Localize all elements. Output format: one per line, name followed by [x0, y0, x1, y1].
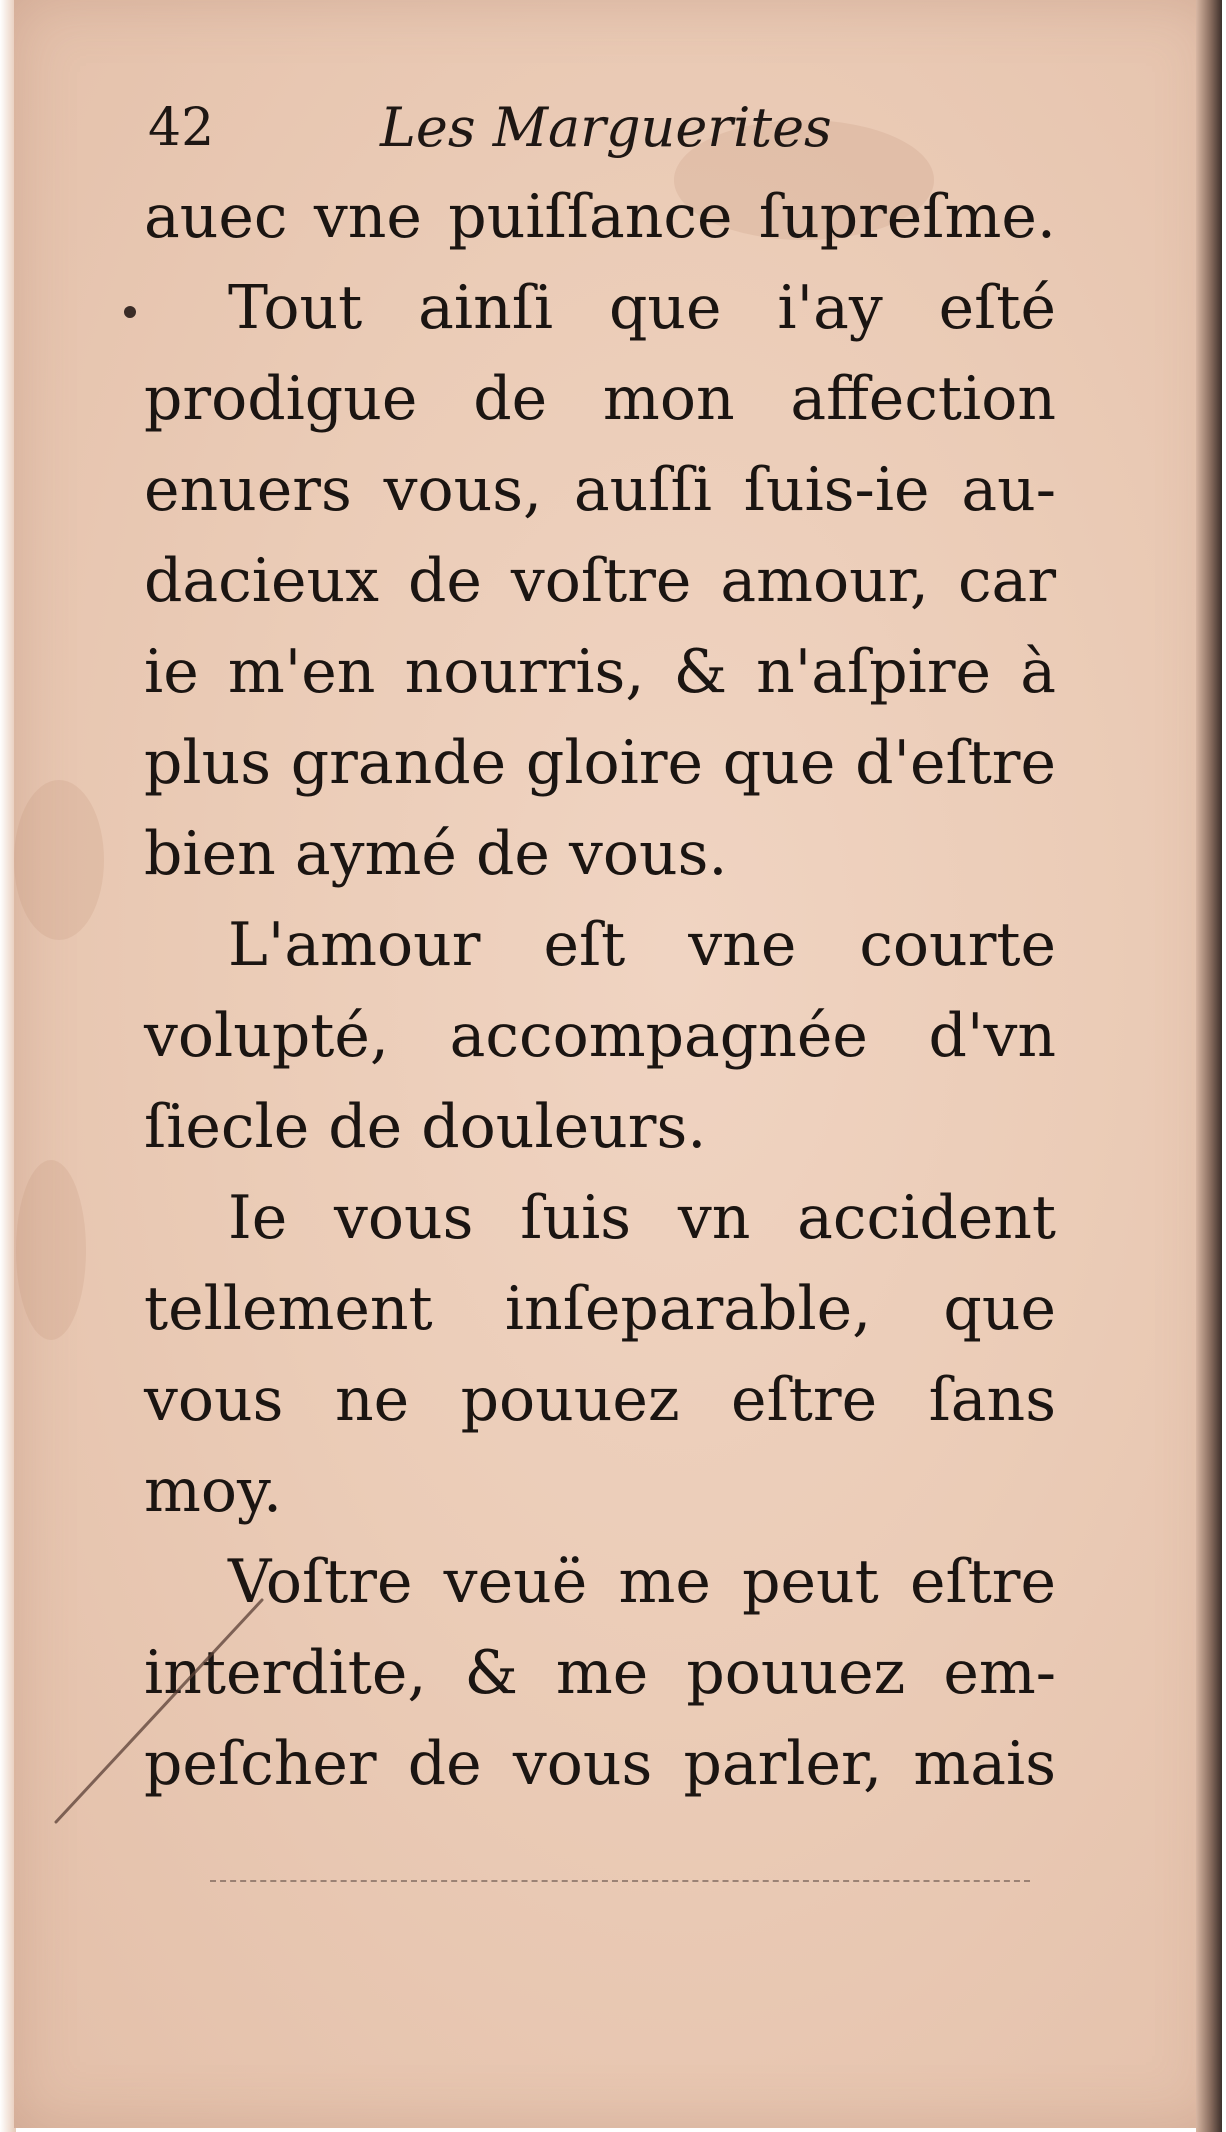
text-line: vous ne pouuez eſtre ſans — [144, 1365, 1056, 1435]
text-line: dacieux de voſtre amour, car — [144, 546, 1056, 616]
text-line: plus grande gloire que d'eſtre — [144, 728, 1056, 798]
page-number: 42 — [148, 98, 215, 158]
text-line: moy. — [144, 1456, 283, 1526]
margin-dot — [124, 306, 136, 318]
text-line: prodigue de mon affection — [144, 364, 1056, 434]
page-gutter-edge — [1196, 0, 1222, 2132]
body-text — [144, 172, 1056, 1810]
text-line: auec vne puiſſance ſupreſme. — [144, 182, 1056, 252]
text-line: bien aymé de vous. — [144, 819, 728, 889]
text-line: Ie vous ſuis vn accident — [228, 1183, 1056, 1253]
text-line: peſcher de vous parler, mais — [144, 1729, 1056, 1799]
text-line: Tout ainſi que i'ay eſté — [228, 273, 1056, 343]
text-line: interdite, & me pouuez em- — [144, 1638, 1056, 1708]
running-title: Les Marguerites — [380, 96, 832, 159]
text-line: L'amour eſt vne courte — [228, 910, 1056, 980]
page-header — [148, 88, 1048, 168]
text-line: Voſtre veuë me peut eſtre — [228, 1547, 1056, 1617]
text-line: tellement inſeparable, que — [144, 1274, 1056, 1344]
pencil-stroke-mark — [48, 1590, 278, 1830]
faint-dashed-rule — [210, 1880, 1030, 1890]
text-line: ſiecle de douleurs. — [144, 1092, 707, 1162]
text-line: volupté, accompagnée d'vn — [144, 1001, 1056, 1071]
text-line: enuers vous, auſſi ſuis-ie au- — [144, 455, 1056, 525]
text-line: ie m'en nourris, & n'aſpire à — [144, 637, 1056, 707]
paper-stain — [14, 780, 104, 940]
paper-stain — [16, 1160, 86, 1340]
